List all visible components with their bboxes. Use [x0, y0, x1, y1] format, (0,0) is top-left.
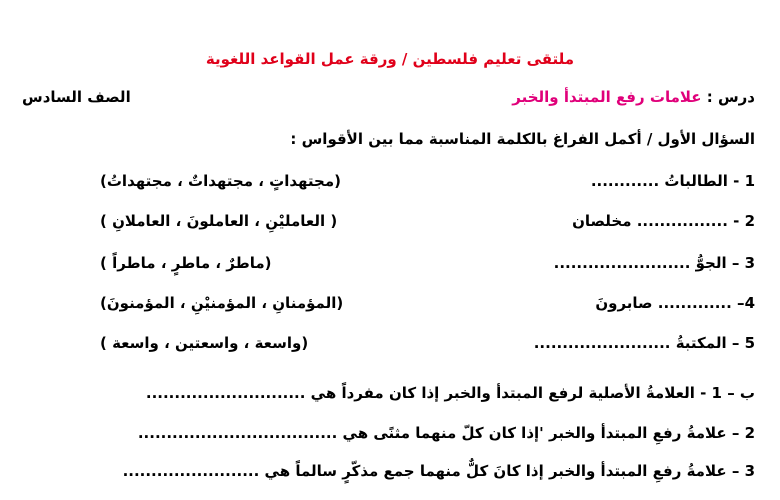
item-4-options: (المؤمنانِ ، المؤمنيْنِ ، المؤمنونَ): [100, 294, 344, 312]
question-1-heading: السؤال الأول / أكمل الفراغ بالكلمة المناسبة مما بين الأقواس :: [290, 130, 755, 148]
item-5-options: (واسعة ، واسعتين ، واسعة ): [100, 334, 309, 352]
part-b-line-3: 3 – علامةُ رفعِ المبتدأ والخبر إذا كانَ كلٌّ منهما جمع مذكّرٍ سالماً هي ........................: [122, 462, 755, 480]
grade-label: الصف السادس: [22, 88, 131, 106]
lesson-label: درس :: [706, 88, 755, 106]
lesson-heading: [512, 88, 755, 106]
worksheet-title: ملتقى تعليم فلسطين / ورقة عمل القواعد اللغوية: [205, 50, 575, 68]
lesson-name: علامات رفع المبتدأ والخبر: [512, 88, 702, 106]
item-3-sentence: 3 – الجوُّ ........................: [553, 254, 755, 272]
item-1-sentence: 1 - الطالباتُ ............: [590, 172, 755, 190]
item-1-options: (مجتهداتٍ ، مجتهداتٌ ، مجتهداتُ): [100, 172, 342, 190]
item-5-sentence: 5 – المكتبةُ ........................: [533, 334, 755, 352]
part-b-line-2: 2 – علامةُ رفعِ المبتدأ والخبر 'إذا كان كلّ منهما مثنًى هي ...................................: [137, 424, 755, 442]
item-4-sentence: 4– ............. صابرونَ: [595, 294, 755, 312]
item-2-options: ( العامليْنِ ، العاملونَ ، العاملانِ ): [100, 212, 338, 230]
part-b-line-1: ب – 1 - العلامةُ الأصلية لرفع المبتدأ والخبر إذا كان مفرداً هي ............................: [145, 384, 755, 402]
item-3-options: (ماطرٌ ، ماطرٍ ، ماطراً ): [100, 254, 272, 272]
item-2-sentence: 2 - ................ مخلصان: [572, 212, 755, 230]
